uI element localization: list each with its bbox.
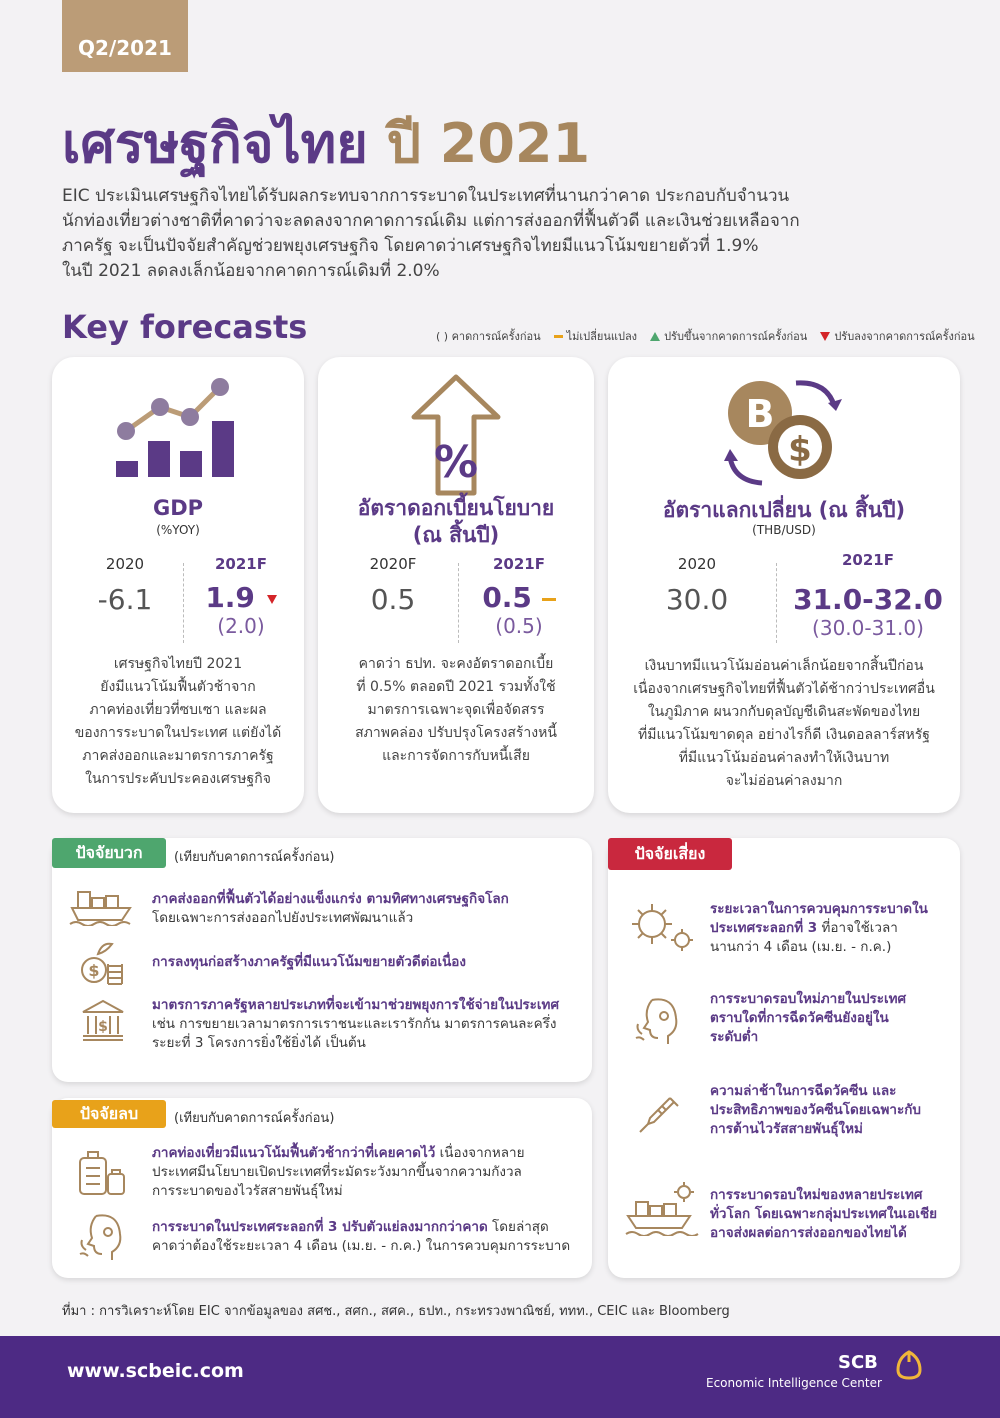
- gdp-subtitle: (%YOY): [156, 523, 200, 537]
- quarter-tag: Q2/2021: [62, 0, 188, 72]
- divider: [776, 563, 777, 643]
- triangle-down-icon: [820, 332, 830, 341]
- cargo-ship-icon: [68, 886, 134, 926]
- fx-year-left: 2020: [677, 555, 717, 573]
- gdp-value-left: -6.1: [97, 583, 153, 616]
- policy-rate-card: [318, 357, 594, 813]
- brand-name: SCB: [838, 1352, 878, 1373]
- sick-person-icon: [78, 1210, 128, 1262]
- negative-factors-note: (เทียบกับคาดการณ์ครั้งก่อน): [174, 1111, 335, 1126]
- intro-paragraph: [62, 184, 942, 284]
- divider: [183, 563, 184, 643]
- fx-value-prev: (30.0-31.0): [812, 616, 924, 640]
- intro-line: นักท่องเที่ยวต่างชาติที่คาดว่าจะลดลงจากคาดการณ์เดิม แต่การส่งออกที่ฟื้นตัวดี และเงินช่วยเหลือจาก: [62, 211, 800, 231]
- gdp-title: GDP: [152, 496, 204, 520]
- page-title: [62, 100, 590, 186]
- dash-icon: [542, 598, 556, 601]
- website-link[interactable]: www.scbeic.com: [67, 1360, 244, 1382]
- positive-item-2: การลงทุนก่อสร้างภาครัฐที่มีแนวโน้มขยายตัวดีต่อเนื่อง: [152, 954, 467, 970]
- title-year: ปี 2021: [386, 112, 591, 175]
- exchange-rate-subtitle: (THB/USD): [752, 523, 816, 537]
- currency-exchange-icon: [716, 373, 852, 491]
- triangle-down-icon: [267, 595, 277, 604]
- percent-arrow-up-icon: [410, 373, 502, 497]
- bar-chart-trend-icon: [112, 377, 242, 481]
- brand-subtitle: Economic Intelligence Center: [706, 1376, 882, 1390]
- policy-year-right: 2021F: [493, 555, 545, 573]
- positive-factors-note: (เทียบกับคาดการณ์ครั้งก่อน): [174, 850, 335, 865]
- exchange-rate-description: เงินบาทมีแนวโน้มอ่อนค่าเล็กน้อยจากสิ้นปีก่อน เนื่องจากเศรษฐกิจไทยที่ฟื้นตัวได้ช้ากว่าประเทศอื่น ในภูมิภาค ผนวกกับดุลบัญชีเดินสะพัดของไทย ที่มีแนวโน้มขาดดุล อย่างไรก็ดี เงินดอลลาร์สหรัฐ ที่มีแนวโน้มอ่อนค่าลงทำให้เงินบาท จะไม่อ่อนค่าลงมาก: [633, 658, 935, 789]
- exchange-rate-title: อัตราแลกเปลี่ยน (ณ สิ้นปี): [662, 498, 906, 522]
- risk-item-4: การระบาดรอบใหม่ของหลายประเทศ ทั่วโลก โดยเฉพาะกลุ่มประเทศในเอเชีย อาจส่งผลต่อการส่งออกของไทยได้: [710, 1187, 938, 1241]
- triangle-up-icon: [650, 332, 660, 341]
- dash-icon: [554, 335, 563, 338]
- gdp-description: เศรษฐกิจไทยปี 2021 ยังมีแนวโน้มฟื้นตัวช้าจาก ภาคท่องเที่ยวที่ซบเซา และผล ของการระบาดในประเทศ แต่ยังได้ ภาคส่งออกและมาตรการภาครัฐ ในการประคับประคองเศรษฐกิจ: [74, 656, 282, 787]
- gdp-value-prev: (2.0): [217, 614, 265, 638]
- policy-rate-title-sub: (ณ สิ้นปี): [412, 523, 500, 547]
- gdp-card: [52, 357, 304, 813]
- virus-icon: [628, 900, 698, 954]
- gdp-year-right: 2021F: [215, 555, 267, 573]
- legend-previous: ( ) คาดการณ์ครั้งก่อน: [436, 330, 541, 343]
- government-building-icon: [80, 998, 126, 1042]
- risk-item-3: ความล่าช้าในการฉีดวัคซีน และ ประสิทธิภาพของวัคซีนโดยเฉพาะกับ การต้านไวรัสสายพันธุ์ใหม่: [710, 1083, 921, 1137]
- gdp-value-right: 1.9: [205, 581, 255, 614]
- money-growth-icon: [78, 938, 126, 986]
- svg-text:$: $: [88, 961, 100, 980]
- legend: [436, 327, 975, 345]
- svg-text:B: B: [745, 392, 775, 436]
- source-note: ที่มา : การวิเคราะห์โดย EIC จากข้อมูลของ สศช., สศก., สศค., ธปท., กระทรวงพาณิชย์, ททท., CEIC และ Bloomberg: [62, 1304, 730, 1319]
- scb-logo-icon: [892, 1348, 926, 1382]
- intro-line: ภาครัฐ จะเป็นปัจจัยสำคัญช่วยพยุงเศรษฐกิจ โดยคาดว่าเศรษฐกิจไทยมีแนวโน้มขยายตัวที่ 1.9%: [62, 236, 759, 256]
- risk-item-2: การระบาดรอบใหม่ภายในประเทศ ตราบใดที่การฉีดวัคซีนยังอยู่ใน ระดับต่ำ: [710, 991, 907, 1045]
- svg-text:$: $: [788, 430, 812, 470]
- negative-item-1: ภาคท่องเที่ยวมีแนวโน้มฟื้นตัวช้ากว่าที่เคยคาดไว้ เนื่องจากหลาย ประเทศมีนโยบายเปิดประเทศที่ระมัดระวังมากขึ้นจากความกังวล การระบาดของไวรัสสายพันธุ์ใหม่: [152, 1145, 525, 1199]
- divider: [458, 563, 459, 643]
- intro-line: ในปี 2021 ลดลงเล็กน้อยจากคาดการณ์เดิมที่ 2.0%: [62, 261, 440, 281]
- fx-value-right: 31.0-32.0: [793, 583, 943, 616]
- policy-value-prev: (0.5): [495, 614, 543, 638]
- gdp-year-left: 2020: [105, 555, 145, 573]
- policy-value-right: 0.5: [482, 581, 532, 614]
- negative-item-2: การระบาดในประเทศระลอกที่ 3 ปรับตัวแย่ลงมากกว่าคาด โดยล่าสุด คาดว่าต้องใช้ระยะเวลา 4 เดือน (เม.ย. - ก.ค.) ในการควบคุมการระบาด: [152, 1219, 571, 1254]
- policy-year-left: 2020F: [369, 555, 417, 573]
- policy-value-left: 0.5: [370, 583, 416, 616]
- key-forecasts-heading: Key forecasts: [62, 308, 308, 346]
- positive-item-3: มาตรการภาครัฐหลายประเภทที่จะเข้ามาช่วยพยุงการใช้จ่ายในประเทศ เช่น การขยายเวลามาตรการเราชนะและเรารักกัน มาตรการคนละครึ่ง ระยะที่ 3 โครงการยิ่งใช้ยิ่งได้ เป็นต้น: [152, 997, 560, 1051]
- policy-description: คาดว่า ธปท. จะคงอัตราดอกเบี้ย ที่ 0.5% ตลอดปี 2021 รวมทั้งใช้ มาตรการเฉพาะจุดเพื่อจัดสรร สภาพคล่อง ปรับปรุงโครงสร้างหนี้ และการจัดการกับหนี้เสีย: [355, 656, 557, 764]
- luggage-icon: [76, 1148, 128, 1200]
- risk-factors-label: ปัจจัยเสี่ยง: [608, 838, 732, 870]
- negative-factors-label: ปัจจัยลบ: [52, 1100, 166, 1128]
- policy-rate-title: อัตราดอกเบี้ยนโยบาย: [357, 496, 555, 520]
- risk-item-1: ระยะเวลาในการควบคุมการระบาดใน ประเทศระลอกที่ 3 ที่อาจใช้เวลา นานกว่า 4 เดือน (เม.ย. - ก.ค.): [710, 901, 928, 955]
- intro-line: EIC ประเมินเศรษฐกิจไทยได้รับผลกระทบจากการระบาดในประเทศที่นานกว่าคาด ประกอบกับจำนวน: [62, 186, 790, 206]
- svg-text:$: $: [98, 1019, 108, 1035]
- legend-raised: ปรับขึ้นจากคาดการณ์ครั้งก่อน: [650, 327, 807, 345]
- legend-lowered: ปรับลงจากคาดการณ์ครั้งก่อน: [820, 327, 974, 345]
- ship-virus-icon: [624, 1180, 700, 1236]
- positive-factors-label: ปัจจัยบวก: [52, 838, 166, 868]
- fx-value-left: 30.0: [665, 583, 729, 616]
- sick-person-icon: [634, 994, 684, 1046]
- exchange-rate-card: [608, 357, 960, 813]
- legend-unchanged: ไม่เปลี่ยนแปลง: [554, 327, 637, 345]
- syringe-icon: [636, 1090, 686, 1140]
- svg-text:%: %: [433, 437, 479, 488]
- fx-year-right: 2021F: [842, 551, 894, 569]
- title-main: เศรษฐกิจไทย: [62, 112, 368, 175]
- positive-item-1: ภาคส่งออกที่ฟื้นตัวได้อย่างแข็งแกร่ง ตามทิศทางเศรษฐกิจโลก โดยเฉพาะการส่งออกไปยังประเทศพัฒนาแล้ว: [152, 891, 509, 926]
